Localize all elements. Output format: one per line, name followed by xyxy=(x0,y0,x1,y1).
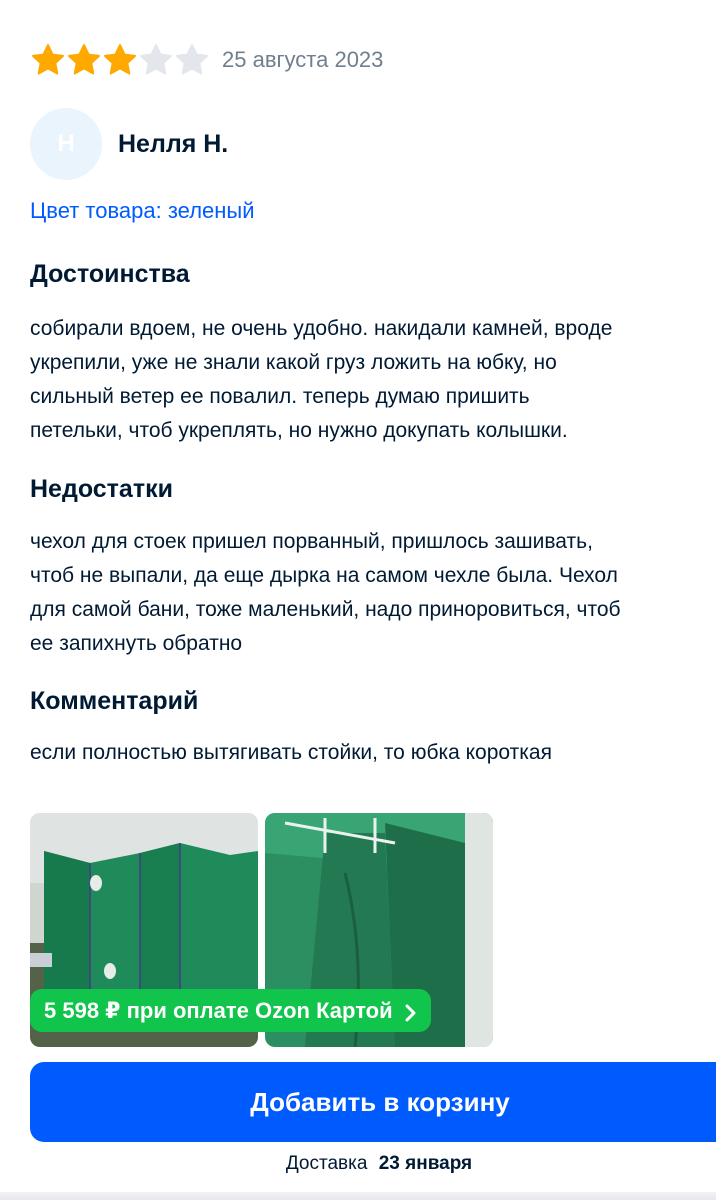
delivery-date: 23 января xyxy=(378,1153,473,1174)
ozon-card-price-badge[interactable] xyxy=(30,989,431,1032)
cons-line: для самой бани, тоже маленький, надо приноровиться, чтоб xyxy=(30,598,621,621)
cons-line: ее запихнуть обратно xyxy=(30,632,243,655)
cons-line: чтоб не выпали, да еще дырка на самом чехле была. Чехол xyxy=(30,564,618,587)
cons-text xyxy=(30,525,716,661)
star-empty-icon xyxy=(138,42,174,78)
bottom-divider xyxy=(0,1192,716,1200)
delivery-label: Доставка xyxy=(285,1153,368,1174)
delivery-info xyxy=(0,1153,716,1175)
pros-title: Достоинства xyxy=(30,260,190,288)
pros-line: сильный ветер ее повалил. теперь думаю пришить xyxy=(30,385,530,408)
star-rating xyxy=(30,42,210,78)
ozon-card-price-text: 5 598 ₽ при оплате Ozon Картой xyxy=(44,997,393,1023)
comment-line: если полностью вытягивать стойки, то юбка короткая xyxy=(30,741,552,764)
review-date: 25 августа 2023 xyxy=(222,47,384,72)
comment-title: Комментарий xyxy=(30,687,199,715)
product-color-attribute[interactable]: Цвет товара: зеленый xyxy=(30,198,255,223)
star-filled-icon xyxy=(66,42,102,78)
avatar: Н xyxy=(30,108,102,180)
pros-line: петельки, чтоб укреплять, но нужно докупать колышки. xyxy=(30,419,568,442)
star-filled-icon xyxy=(30,42,66,78)
author-name: Нелля Н. xyxy=(118,129,229,158)
review-rating-row xyxy=(30,40,383,80)
comment-text xyxy=(30,736,716,770)
star-empty-icon xyxy=(174,42,210,78)
cons-line: чехол для стоек пришел порванный, пришлось зашивать, xyxy=(30,530,593,553)
chevron-right-icon xyxy=(405,1002,417,1020)
add-to-cart-button[interactable]: Добавить в корзину xyxy=(30,1062,716,1142)
cons-title: Недостатки xyxy=(30,475,173,503)
pros-line: собирали вдоем, не очень удобно. накидали камней, вроде xyxy=(30,317,613,340)
star-filled-icon xyxy=(102,42,138,78)
pros-text xyxy=(30,312,716,448)
review-author xyxy=(30,107,228,181)
pros-line: укрепили, уже не знали какой груз ложить на юбку, но xyxy=(30,351,557,374)
